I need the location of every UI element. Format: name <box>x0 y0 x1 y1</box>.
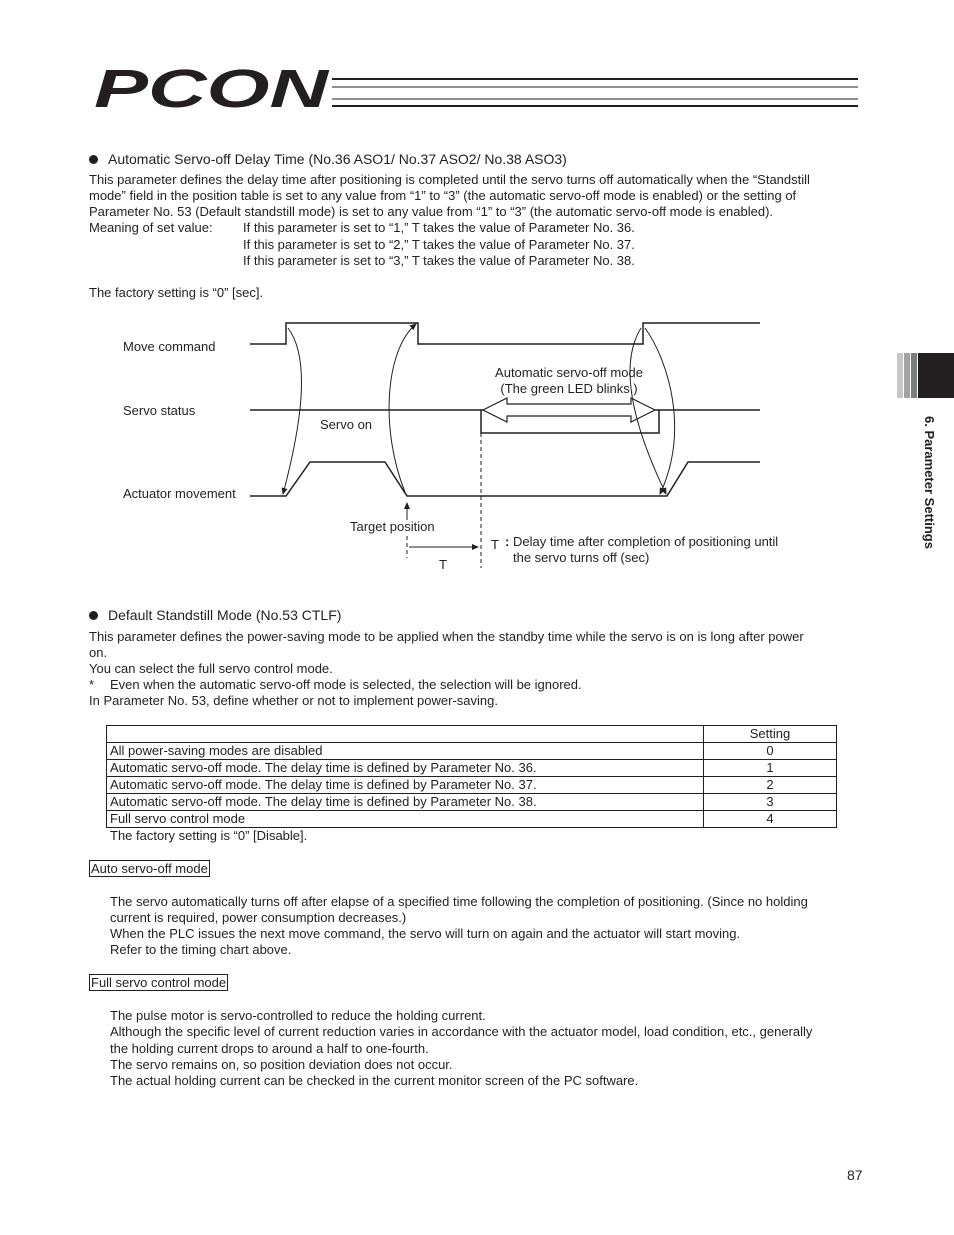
label-servo-on: Servo on <box>320 417 373 432</box>
actuator-movement-signal <box>250 462 760 496</box>
label-move-command: Move command <box>123 339 216 354</box>
double-arrow-icon <box>483 398 655 422</box>
meaning-item: If this parameter is set to “2,” T takes the value of Parameter No. 37. <box>243 237 635 252</box>
curve-arrow-icon <box>389 324 416 492</box>
standstill-mode-table <box>106 725 837 828</box>
bullet-icon <box>89 155 98 164</box>
table-row <box>107 794 837 811</box>
full-servo-line: Although the specific level of current reduction varies in accordance with the actuator model, load condition, etc., generally <box>110 1024 813 1039</box>
section2-heading-row <box>89 607 341 623</box>
section1-factory: The factory setting is “0” [sec]. <box>89 285 264 300</box>
label-actuator-movement: Actuator movement <box>123 486 236 501</box>
auto-servo-off-line: The servo automatically turns off after elapse of a specified time following the completion of positioning. (Since no holding <box>110 894 808 909</box>
svg-text::: : <box>505 534 510 549</box>
label-auto-off-2: (The green LED blinks.) <box>500 381 638 396</box>
section1-heading-row <box>89 151 567 167</box>
label-auto-off-1: Automatic servo-off mode <box>495 365 643 380</box>
curve-arrow-icon <box>283 328 302 494</box>
table-cell-value: 0 <box>704 743 837 760</box>
table-header-cell <box>107 726 704 743</box>
section2-note: Even when the automatic servo-off mode is selected, the selection will be ignored. <box>110 677 582 692</box>
side-tab-label: 6. Parameter Settings <box>922 416 937 549</box>
meaning-item: If this parameter is set to “1,” T takes the value of Parameter No. 36. <box>243 220 635 235</box>
table-cell-label: Automatic servo-off mode. The delay time is defined by Parameter No. 38. <box>107 794 704 811</box>
full-servo-line: the holding current drops to around a half to one-fourth. <box>110 1041 429 1056</box>
full-servo-line: The actual holding current can be checked in the current monitor screen of the PC software. <box>110 1073 639 1088</box>
table-cell-value: 4 <box>704 811 837 828</box>
section1-line: This parameter defines the delay time after positioning is completed until the servo turns off automatically when the “Standstill <box>89 172 810 187</box>
label-t-legend-symbol: T <box>491 537 499 552</box>
section1-line: mode” field in the position table is set to any value from “1” to “3” (the automatic servo-off mode is enabled) or the setting of <box>89 188 797 203</box>
auto-servo-off-line: When the PLC issues the next move command, the servo will turn on again and the actuator will start moving. <box>110 926 741 941</box>
auto-servo-off-title: Auto servo-off mode <box>91 861 208 876</box>
auto-servo-off-line: current is required, power consumption decreases.) <box>110 910 407 925</box>
label-t-legend-1: Delay time after completion of positioning until <box>513 534 779 549</box>
table-cell-label: Automatic servo-off mode. The delay time is defined by Parameter No. 36. <box>107 760 704 777</box>
table-row <box>107 811 837 828</box>
auto-servo-off-line: Refer to the timing chart above. <box>110 942 292 957</box>
section2-line: This parameter defines the power-saving mode to be applied when the standby time while the servo is on is long after power <box>89 629 804 644</box>
section2-define: In Parameter No. 53, define whether or not to implement power-saving. <box>89 693 498 708</box>
bullet-icon <box>89 611 98 620</box>
section2-line: You can select the full servo control mode. <box>89 661 333 676</box>
table-cell-value: 3 <box>704 794 837 811</box>
section2-factory: The factory setting is “0” [Disable]. <box>110 828 308 843</box>
table-cell-value: 2 <box>704 777 837 794</box>
page-number: 87 <box>847 1167 863 1183</box>
meaning-label: Meaning of set value: <box>89 220 213 235</box>
label-target-position: Target position <box>350 519 435 534</box>
table-cell-value: 1 <box>704 760 837 777</box>
table-header-row <box>107 726 837 743</box>
pcon-logo <box>92 62 867 112</box>
section2-line: on. <box>89 645 108 660</box>
table-row <box>107 760 837 777</box>
full-servo-line: The servo remains on, so position deviation does not occur. <box>110 1057 453 1072</box>
timing-chart <box>0 300 954 590</box>
label-t-interval: T <box>439 557 447 572</box>
section1-line: Parameter No. 53 (Default standstill mode) is set to any value from “1” to “3” (the automatic servo-off mode is enabled). <box>89 204 774 219</box>
meaning-item: If this parameter is set to “3,” T takes the value of Parameter No. 38. <box>243 253 635 268</box>
full-servo-title: Full servo control mode <box>91 975 227 990</box>
table-row <box>107 743 837 760</box>
section1-heading: Automatic Servo-off Delay Time (No.36 ASO1/ No.37 ASO2/ No.38 ASO3) <box>108 151 567 167</box>
label-servo-status: Servo status <box>123 403 196 418</box>
table-cell-label: Full servo control mode <box>107 811 704 828</box>
note-mark: * <box>89 677 95 692</box>
table-cell-label: All power-saving modes are disabled <box>107 743 704 760</box>
logo-text: PCON <box>94 62 330 112</box>
table-header-cell: Setting <box>704 726 837 743</box>
label-t-legend-2: the servo turns off (sec) <box>513 550 650 565</box>
table-row <box>107 777 837 794</box>
move-command-signal <box>250 323 760 344</box>
section2-heading: Default Standstill Mode (No.53 CTLF) <box>108 607 342 623</box>
table-cell-label: Automatic servo-off mode. The delay time is defined by Parameter No. 37. <box>107 777 704 794</box>
full-servo-line: The pulse motor is servo-controlled to reduce the holding current. <box>110 1008 486 1023</box>
